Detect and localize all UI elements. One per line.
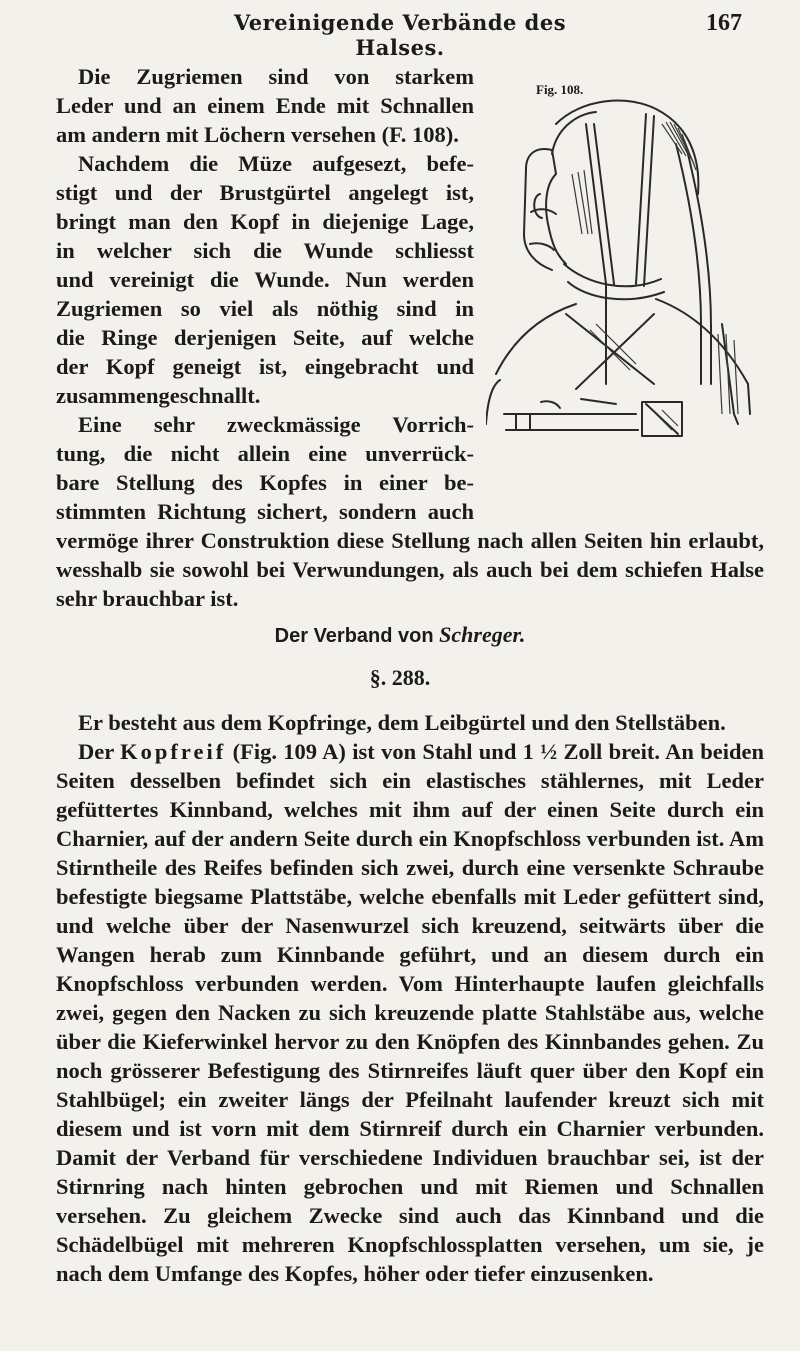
paragraph-nachdem-line-1: Nachdem die Müze aufgesezt, befe- xyxy=(78,151,474,176)
paragraph-nachdem-line-8: der Kopf geneigt ist, eingebracht und xyxy=(56,354,474,379)
paragraph-vorrichtung-line-2: tung, die nicht allein eine unverrück- xyxy=(56,441,474,466)
paragraph-vorrichtung-line-3: bare Stellung des Kopfes in einer be- xyxy=(56,470,474,495)
paragraph-vorrichtung-line-1: Eine sehr zweckmässige Vorrich- xyxy=(78,412,474,437)
paragraph-nachdem-line-9: zusammengeschnallt. xyxy=(56,383,261,408)
paragraph-nachdem-line-5: und vereinigt die Wunde. Nun werden xyxy=(56,267,474,292)
paragraph-zugriemen-line-2: Leder und an einem Ende mit Schnallen xyxy=(56,93,474,118)
paragraph-zugriemen-line-1: Die Zugriemen sind von starkem xyxy=(78,64,474,89)
figure-label: Fig. 108. xyxy=(536,82,584,97)
section-number: §. 288. xyxy=(369,665,431,690)
paragraph-nachdem-line-6: Zugriemen so viel als nöthig sind in xyxy=(56,296,474,321)
paragraph-nachdem-line-4: in welcher sich die Wunde schliesst xyxy=(56,238,474,263)
paragraph-nachdem-line-7: die Ringe derjenigen Seite, auf welche xyxy=(56,325,474,350)
body-paragraph-1: Er besteht aus dem Kopfringe, dem Leibgürtel und den Stellstäben. xyxy=(78,710,726,735)
paragraph-zugriemen-line-3: am andern mit Löchern versehen (F. 108). xyxy=(56,122,459,147)
section-heading-author: Schreger. xyxy=(439,622,526,647)
page-number: 167 xyxy=(706,10,742,36)
figure-108-illustration xyxy=(486,84,766,504)
body-paragraph-2-rest: (Fig. 109 A) ist von Stahl und 1 ½ Zoll breit. An beiden Seiten desselben befindet sich ein elastisches stählernes, mit Leder gefüttertes Kinnband, welches mit ihm auf der einen Seite durch ein Charnier, auf der andern Seite durch ein Knopfschloss verbunden ist. Am Stirntheile des Reifes befinden sich zwei, durch eine versenkte Schraube befestigte biegsame Plattstäbe, welche ebenfalls mit Leder gefüttert sind, und welche über der Nasenwurzel sich kreuzend, seitwärts über die Wangen herab zum Kinnbande geführt, und an diesem durch ein Knopfschloss verbunden werden. Vom Hinterhaupte laufen gleichfalls zwei, gegen den Nacken zu sich kreuzende platte Stahlstäbe aus, welche über die Kieferwinkel hervor zu den Knöpfen des Kinnbandes gehen. Zu noch grösserer Befestigung des Stirnreifes läuft quer über den Kopf ein Stahlbügel; ein zweiter längs der Pfeilnaht laufender kreuzt sich mit diesem und ist vorn mit dem Stirnreif durch ein Charnier verbunden. Damit der Verband für verschiedene Individuen brauchbar sei, ist der Stirnring nach hinten gebrochen und mit Riemen und Schnallen versehen. Zu gleichem Zwecke sind auch das Kinnband und die Schädelbügel mit mehreren Knopfschlossplatten versehen, um sie, je nach dem Umfange des Kopfes, höher oder tiefer einzusenken. xyxy=(56,739,764,1286)
body-paragraph-2-lead: Der xyxy=(78,739,121,764)
page-header xyxy=(0,10,800,60)
paragraph-nachdem-line-2: stigt und der Brustgürtel angelegt ist, xyxy=(56,180,474,205)
paragraph-vorrichtung-line-4: stimmten Richtung sichert, sondern auch xyxy=(56,499,474,524)
paragraph-nachdem-line-3: bringt man den Kopf in diejenige Lage, xyxy=(56,209,474,234)
section-heading-prefix: Der Verband von xyxy=(274,625,440,647)
running-title: Vereinigende Verbände des Halses. xyxy=(233,10,567,60)
paragraph-vorrichtung-continuation: vermöge ihrer Construktion diese Stellung nach allen Seiten hin erlaubt, wesshalb sie sowohl bei Verwundungen, als auch bei dem schiefen Halse sehr brauchbar ist. xyxy=(56,528,764,611)
body-paragraph-2-term: Kopfreif xyxy=(120,739,227,764)
body-paragraph-2 xyxy=(56,737,764,1288)
section-heading xyxy=(0,622,800,648)
